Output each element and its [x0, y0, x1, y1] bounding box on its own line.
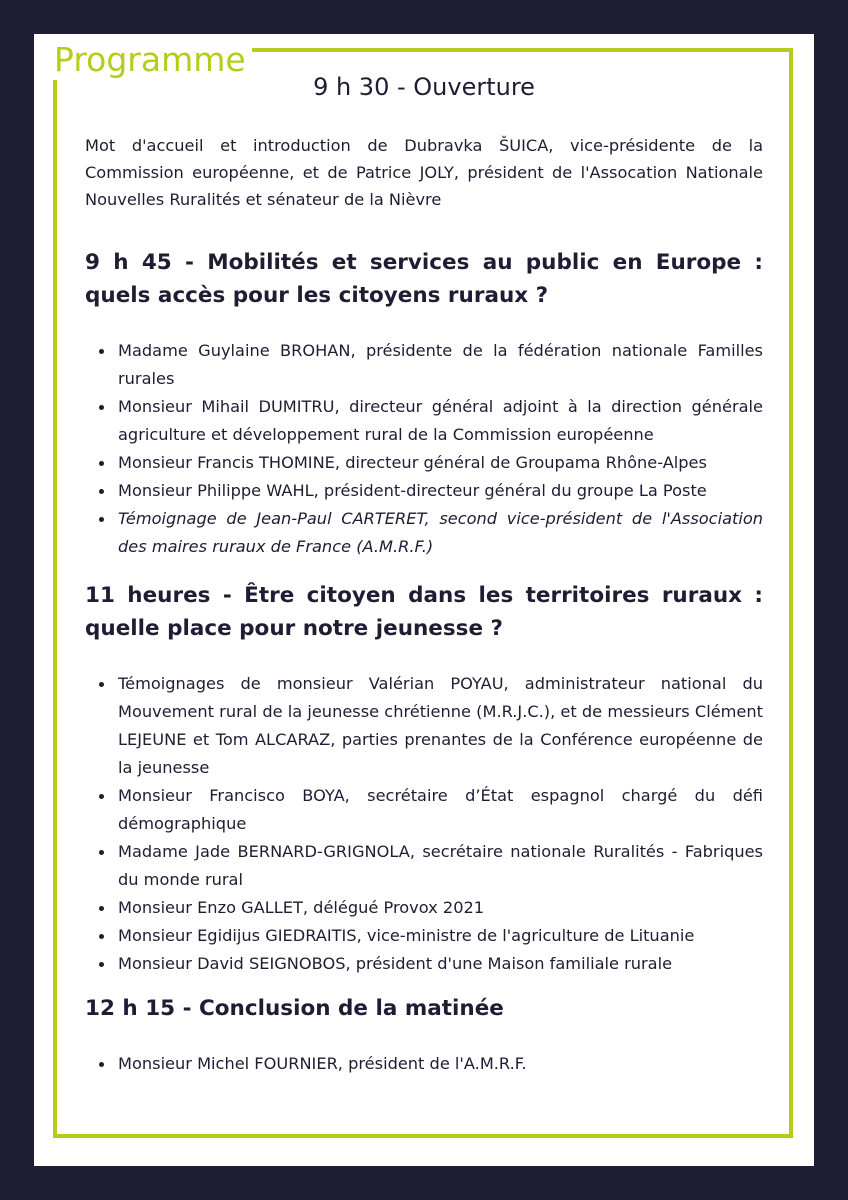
- programme-title: Programme: [48, 40, 252, 80]
- list-item: Monsieur Francisco BOYA, secrétaire d’État espagnol chargé du défi démographique: [85, 782, 763, 838]
- list-item: Monsieur Philippe WAHL, président-directeur général du groupe La Poste: [85, 477, 763, 505]
- bullet-icon: [99, 1062, 104, 1067]
- list-item: Monsieur Egidijus GIEDRAITIS, vice-ministre de l'agriculture de Lituanie: [85, 922, 763, 950]
- list-item: Monsieur Enzo GALLET, délégué Provox 2021: [85, 894, 763, 922]
- bullet-icon: [99, 349, 104, 354]
- list-item: Monsieur Francis THOMINE, directeur général de Groupama Rhône-Alpes: [85, 449, 763, 477]
- section-title-jeunesse: 11 heures - Être citoyen dans les territoires ruraux : quelle place pour notre jeunesse ?: [85, 583, 763, 641]
- section-title-conclusion: 12 h 15 - Conclusion de la matinée: [85, 996, 504, 1021]
- speaker-list-mobilites: [85, 337, 763, 561]
- list-item: Témoignages de monsieur Valérian POYAU, administrateur national du Mouvement rural de la jeunesse chrétienne (M.R.J.C.), et de messieurs Clément LEJEUNE et Tom ALCARAZ, parties prenantes de la Conférence européenne de la jeunesse: [85, 670, 763, 782]
- programme-content: [85, 132, 763, 1078]
- bullet-icon: [99, 489, 104, 494]
- opening-time: 9 h 30 - Ouverture: [313, 73, 535, 101]
- intro-text: Mot d'accueil et introduction de Dubravka ŠUICA, vice-présidente de la Commission européenne, et de Patrice JOLY, président de l'Assocation Nationale Nouvelles Ruralités et sénateur de la Nièvre: [85, 136, 763, 209]
- bullet-icon: [99, 794, 104, 799]
- programme-page: [34, 34, 814, 1166]
- speaker-list-conclusion: [85, 1050, 763, 1078]
- bullet-icon: [99, 405, 104, 410]
- bullet-icon: [99, 682, 104, 687]
- bullet-icon: [99, 517, 104, 522]
- list-item: Madame Jade BERNARD-GRIGNOLA, secrétaire nationale Ruralités - Fabriques du monde rural: [85, 838, 763, 894]
- bullet-icon: [99, 906, 104, 911]
- list-item: Monsieur David SEIGNOBOS, président d'une Maison familiale rurale: [85, 950, 763, 978]
- bullet-icon: [99, 850, 104, 855]
- bullet-icon: [99, 934, 104, 939]
- list-item: Monsieur Mihail DUMITRU, directeur général adjoint à la direction générale agriculture et développement rural de la Commission européenne: [85, 393, 763, 449]
- list-item: Monsieur Michel FOURNIER, président de l'A.M.R.F.: [85, 1050, 763, 1078]
- list-item: Madame Guylaine BROHAN, présidente de la fédération nationale Familles rurales: [85, 337, 763, 393]
- section-title-mobilites: 9 h 45 - Mobilités et services au public en Europe : quels accès pour les citoyens ruraux ?: [85, 250, 763, 308]
- speaker-list-jeunesse: [85, 670, 763, 978]
- list-item: Témoignage de Jean-Paul CARTERET, second vice-président de l'Association des maires ruraux de France (A.M.R.F.): [85, 505, 763, 561]
- bullet-icon: [99, 962, 104, 967]
- bullet-icon: [99, 461, 104, 466]
